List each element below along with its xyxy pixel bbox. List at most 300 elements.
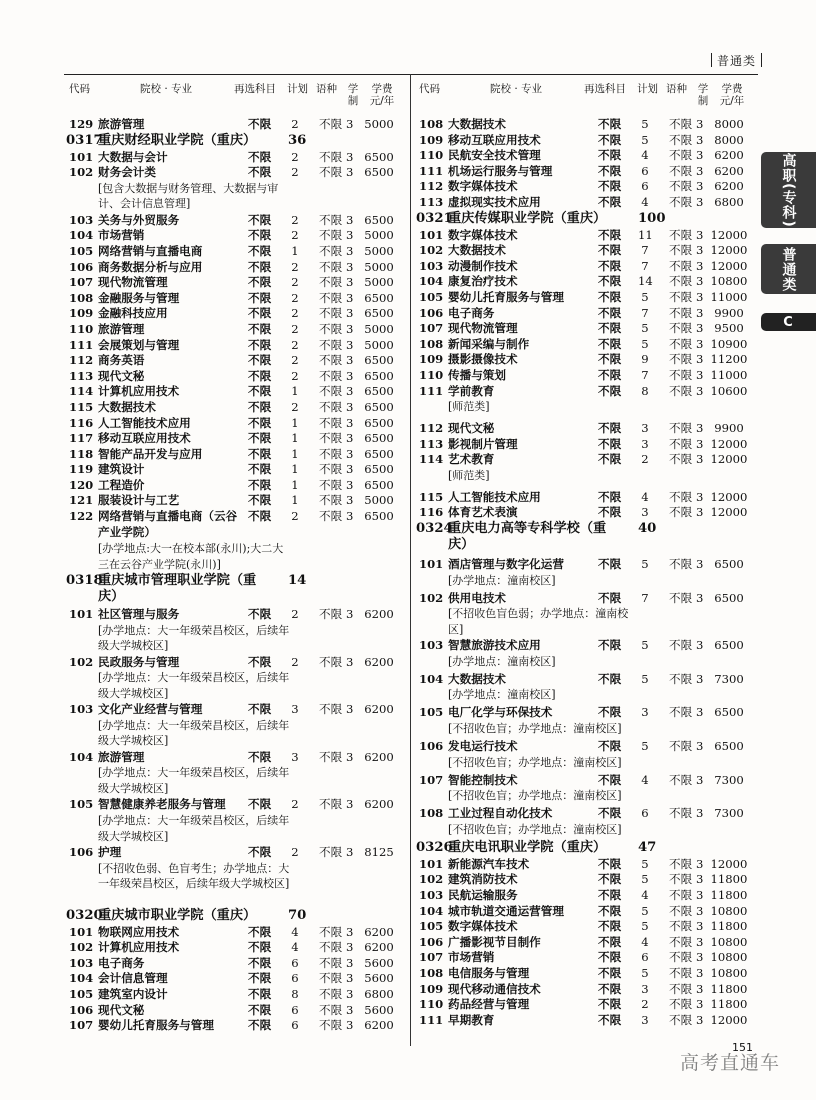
program-years: 3 — [696, 856, 704, 871]
program-subject: 不限 — [248, 165, 272, 180]
program-plan: 6 — [641, 806, 649, 821]
program-name: 金融服务与管理 — [98, 290, 180, 305]
program-lang: 不限 — [669, 367, 693, 382]
program-subject: 不限 — [598, 305, 622, 320]
program-code: 110 — [419, 148, 444, 163]
program-row — [416, 982, 752, 998]
header-fee: 学费 元/年 — [719, 83, 745, 108]
program-fee: 6500 — [714, 590, 744, 605]
program-years: 3 — [346, 1018, 354, 1033]
program-code: 108 — [419, 336, 444, 351]
program-years: 3 — [346, 477, 354, 492]
program-plan: 6 — [291, 971, 299, 986]
school-row — [416, 211, 752, 228]
program-lang: 不限 — [319, 702, 343, 717]
program-fee: 11800 — [710, 981, 748, 996]
program-row — [66, 338, 402, 354]
program-fee: 12000 — [710, 1012, 748, 1027]
program-row — [66, 493, 402, 509]
side-tab-letter[interactable] — [761, 313, 816, 331]
program-subject: 不限 — [248, 477, 272, 492]
program-lang: 不限 — [319, 321, 343, 336]
program-name: 康复治疗技术 — [448, 274, 518, 289]
program-subject: 不限 — [248, 509, 272, 524]
program-name: 物联网应用技术 — [98, 924, 180, 939]
program-fee: 10800 — [710, 934, 748, 949]
program-plan: 5 — [641, 557, 649, 572]
program-lang: 不限 — [319, 1018, 343, 1033]
program-years: 3 — [696, 421, 704, 436]
program-name: 智能控制技术 — [448, 772, 518, 787]
program-fee: 10800 — [710, 950, 748, 965]
program-code: 107 — [69, 275, 94, 290]
program-name: 旅游管理 — [98, 117, 145, 131]
program-lang: 不限 — [319, 275, 343, 290]
program-code: 109 — [419, 352, 444, 367]
program-name: 网络营销与直播电商（云谷产业学院） — [98, 509, 238, 539]
program-code: 104 — [69, 749, 94, 764]
program-years: 3 — [346, 228, 354, 243]
school-code: 0317 — [66, 132, 103, 148]
program-plan: 3 — [641, 1012, 649, 1027]
program-name: 人工智能技术应用 — [448, 489, 541, 504]
program-fee: 10600 — [710, 383, 748, 398]
program-row — [66, 260, 402, 276]
program-years: 3 — [346, 337, 354, 352]
program-row — [66, 1003, 402, 1019]
program-years: 3 — [346, 117, 354, 131]
program-lang: 不限 — [669, 258, 693, 273]
program-code: 102 — [419, 590, 444, 605]
program-code: 118 — [69, 446, 94, 461]
program-code: 107 — [69, 1018, 94, 1033]
program-subject: 不限 — [598, 132, 622, 147]
program-plan: 3 — [641, 505, 649, 520]
program-code: 103 — [69, 702, 94, 717]
program-fee: 5000 — [364, 117, 394, 131]
program-plan: 2 — [291, 228, 299, 243]
program-name: 数字媒体技术 — [448, 227, 518, 242]
note-text: [办学地点：潼南校区] — [448, 654, 556, 668]
program-years: 3 — [696, 452, 704, 467]
side-tab-putong[interactable] — [761, 244, 816, 294]
program-code: 119 — [69, 462, 94, 477]
program-code: 105 — [69, 243, 94, 258]
program-subject: 不限 — [248, 1002, 272, 1017]
program-years: 3 — [696, 950, 704, 965]
program-lang: 不限 — [669, 1012, 693, 1027]
left-table-body — [66, 117, 402, 1034]
program-subject: 不限 — [248, 1018, 272, 1033]
program-name: 新闻采编与制作 — [448, 336, 530, 351]
program-row — [416, 935, 752, 951]
program-fee: 6500 — [364, 368, 394, 383]
program-subject: 不限 — [248, 493, 272, 508]
note-text: [包含大数据与财务管理、大数据与审计、会计信息管理] — [98, 181, 279, 211]
program-years: 3 — [346, 940, 354, 955]
program-plan: 5 — [641, 903, 649, 918]
school-name: 重庆电力高等专科学校（重庆） — [448, 521, 607, 553]
program-lang: 不限 — [319, 955, 343, 970]
note-text: [办学地点：大一年级荣昌校区，后续年级大学城校区] — [98, 623, 290, 653]
program-lang: 不限 — [669, 421, 693, 436]
program-plan: 2 — [291, 797, 299, 812]
program-subject: 不限 — [598, 739, 622, 754]
program-subject: 不限 — [248, 415, 272, 430]
program-lang: 不限 — [319, 399, 343, 414]
program-subject: 不限 — [248, 368, 272, 383]
program-row — [416, 437, 752, 453]
program-code: 106 — [69, 845, 94, 860]
program-fee: 6500 — [364, 165, 394, 180]
program-name: 现代文秘 — [448, 421, 495, 436]
program-subject: 不限 — [598, 671, 622, 686]
program-fee: 6200 — [714, 148, 744, 163]
program-name: 现代物流管理 — [448, 321, 518, 336]
program-fee: 6500 — [364, 384, 394, 399]
program-subject: 不限 — [598, 321, 622, 336]
program-fee: 12000 — [710, 505, 748, 520]
program-name: 智能产品开发与应用 — [98, 446, 203, 461]
program-subject: 不限 — [598, 934, 622, 949]
program-lang: 不限 — [669, 856, 693, 871]
program-lang: 不限 — [319, 368, 343, 383]
program-years: 3 — [696, 739, 704, 754]
note-text: [办学地点：潼南校区] — [448, 573, 556, 587]
program-plan: 1 — [291, 431, 299, 446]
program-plan: 7 — [641, 590, 649, 605]
program-subject: 不限 — [248, 353, 272, 368]
program-fee: 12000 — [710, 227, 748, 242]
program-years: 3 — [696, 772, 704, 787]
program-fee: 6500 — [714, 557, 744, 572]
program-lang: 不限 — [319, 987, 343, 1001]
header-code: 代码 — [419, 83, 440, 95]
program-code: 120 — [69, 477, 94, 492]
program-code: 114 — [69, 384, 94, 399]
program-name: 商务数据分析与应用 — [98, 259, 203, 274]
program-lang: 不限 — [669, 590, 693, 605]
program-name: 摄影摄像技术 — [448, 352, 518, 367]
program-code: 113 — [419, 436, 444, 451]
program-fee: 12000 — [710, 436, 748, 451]
program-years: 3 — [696, 194, 704, 209]
header-subject: 再选科目 — [234, 83, 276, 95]
note-row — [416, 755, 752, 773]
program-name: 建筑室内设计 — [98, 987, 168, 1001]
program-row — [66, 165, 402, 181]
program-row — [66, 416, 402, 432]
program-subject: 不限 — [248, 654, 272, 669]
program-code: 108 — [69, 290, 94, 305]
program-code: 116 — [419, 505, 444, 520]
school-code: 0320 — [66, 907, 103, 923]
program-lang: 不限 — [319, 940, 343, 955]
program-subject: 不限 — [248, 940, 272, 955]
program-plan: 2 — [291, 306, 299, 321]
program-name: 智慧旅游技术应用 — [448, 638, 541, 653]
program-lang: 不限 — [669, 739, 693, 754]
program-plan: 2 — [291, 368, 299, 383]
program-fee: 6500 — [364, 509, 394, 524]
program-lang: 不限 — [669, 243, 693, 258]
top-rule — [64, 74, 758, 75]
program-name: 工业过程自动化技术 — [448, 806, 553, 821]
program-fee: 6500 — [714, 739, 744, 754]
program-years: 3 — [346, 462, 354, 477]
program-name: 体育艺术表演 — [448, 505, 518, 520]
program-fee: 6500 — [364, 477, 394, 492]
program-code: 105 — [419, 705, 444, 720]
program-lang: 不限 — [319, 212, 343, 227]
program-plan: 7 — [641, 305, 649, 320]
program-years: 3 — [696, 872, 704, 887]
program-lang: 不限 — [669, 919, 693, 934]
school-plan: 14 — [288, 573, 307, 589]
program-years: 3 — [696, 505, 704, 520]
program-code: 110 — [419, 997, 444, 1012]
note-row — [66, 813, 402, 845]
program-name: 民航运输服务 — [448, 888, 518, 902]
program-fee: 11000 — [710, 289, 748, 304]
program-subject: 不限 — [248, 971, 272, 986]
program-name: 大数据与会计 — [98, 149, 168, 164]
program-name: 移动互联应用技术 — [98, 431, 191, 446]
program-subject: 不限 — [598, 950, 622, 965]
program-lang: 不限 — [319, 259, 343, 274]
program-row — [416, 321, 752, 337]
program-name: 关务与外贸服务 — [98, 212, 180, 227]
program-plan: 6 — [291, 955, 299, 970]
program-lang: 不限 — [669, 903, 693, 918]
program-name: 供用电技术 — [448, 590, 506, 605]
program-plan: 5 — [641, 117, 649, 131]
school-row — [66, 908, 402, 925]
program-code: 103 — [69, 212, 94, 227]
program-lang: 不限 — [669, 274, 693, 289]
program-name: 建筑消防技术 — [448, 872, 518, 887]
program-row — [66, 478, 402, 494]
header-subject: 再选科目 — [584, 83, 626, 95]
note-row — [66, 623, 402, 655]
program-row — [416, 148, 752, 164]
note-text: [办学地点：大一年级荣昌校区，后续年级大学城校区] — [98, 766, 290, 796]
program-plan: 4 — [641, 148, 649, 163]
program-code: 112 — [419, 421, 444, 436]
program-fee: 6500 — [364, 149, 394, 164]
program-row — [66, 353, 402, 369]
program-years: 3 — [696, 243, 704, 258]
program-years: 3 — [346, 845, 354, 860]
program-plan: 1 — [291, 493, 299, 508]
program-years: 3 — [696, 117, 704, 131]
program-years: 3 — [696, 305, 704, 320]
program-years: 3 — [346, 149, 354, 164]
program-fee: 6500 — [364, 212, 394, 227]
program-code: 105 — [419, 289, 444, 304]
program-plan: 14 — [638, 274, 653, 289]
program-years: 3 — [696, 919, 704, 934]
program-fee: 5000 — [364, 259, 394, 274]
program-code: 106 — [69, 259, 94, 274]
program-years: 3 — [696, 289, 704, 304]
program-plan: 2 — [641, 452, 649, 467]
program-row — [416, 290, 752, 306]
program-years: 3 — [696, 321, 704, 336]
program-code: 113 — [69, 368, 94, 383]
program-row — [416, 806, 752, 822]
program-fee: 11000 — [710, 367, 748, 382]
program-years: 3 — [696, 997, 704, 1012]
program-subject: 不限 — [248, 212, 272, 227]
program-subject: 不限 — [598, 981, 622, 996]
program-row — [416, 352, 752, 368]
program-fee: 7300 — [714, 671, 744, 686]
program-lang: 不限 — [669, 383, 693, 398]
program-lang: 不限 — [319, 290, 343, 305]
program-row — [416, 452, 752, 468]
table-header — [66, 79, 402, 117]
program-lang: 不限 — [669, 321, 693, 336]
side-tab-gaozhi[interactable] — [761, 152, 816, 228]
program-name: 社区管理与服务 — [98, 607, 180, 622]
school-code: 0326 — [416, 839, 453, 855]
program-fee: 6200 — [364, 1018, 394, 1033]
program-lang: 不限 — [669, 179, 693, 194]
program-subject: 不限 — [598, 274, 622, 289]
program-fee: 5600 — [364, 971, 394, 986]
program-lang: 不限 — [669, 305, 693, 320]
program-code: 106 — [419, 739, 444, 754]
program-plan: 2 — [291, 845, 299, 860]
program-fee: 6200 — [714, 163, 744, 178]
school-row — [66, 573, 402, 607]
program-plan: 4 — [641, 194, 649, 209]
program-fee: 6500 — [364, 306, 394, 321]
program-years: 3 — [696, 638, 704, 653]
program-years: 3 — [696, 965, 704, 980]
program-code: 122 — [69, 509, 94, 524]
program-subject: 不限 — [248, 431, 272, 446]
program-row — [416, 259, 752, 275]
program-row — [66, 150, 402, 166]
program-years: 3 — [346, 384, 354, 399]
program-code: 115 — [69, 399, 94, 414]
program-plan: 5 — [641, 739, 649, 754]
program-name: 学前教育 — [448, 383, 495, 398]
program-subject: 不限 — [598, 557, 622, 572]
program-plan: 1 — [291, 243, 299, 258]
program-name: 智慧健康养老服务与管理 — [98, 797, 226, 812]
school-name: 重庆传媒职业学院（重庆） — [448, 210, 607, 226]
program-code: 114 — [419, 452, 444, 467]
program-plan: 2 — [291, 275, 299, 290]
program-years: 3 — [346, 306, 354, 321]
program-plan: 3 — [641, 705, 649, 720]
program-row — [66, 369, 402, 385]
program-row — [66, 322, 402, 338]
program-fee: 7300 — [714, 806, 744, 821]
program-row — [416, 557, 752, 573]
program-years: 3 — [696, 367, 704, 382]
program-subject: 不限 — [248, 987, 272, 1001]
program-code: 113 — [419, 194, 444, 209]
program-years: 3 — [346, 259, 354, 274]
program-fee: 10800 — [710, 274, 748, 289]
note-row — [66, 541, 402, 573]
program-subject: 不限 — [598, 243, 622, 258]
program-lang: 不限 — [319, 306, 343, 321]
program-code: 115 — [419, 489, 444, 504]
program-lang: 不限 — [669, 148, 693, 163]
program-plan: 3 — [641, 421, 649, 436]
program-lang: 不限 — [669, 934, 693, 949]
program-subject: 不限 — [598, 452, 622, 467]
program-subject: 不限 — [598, 367, 622, 382]
note-row — [416, 654, 752, 672]
program-fee: 6500 — [364, 399, 394, 414]
program-row — [416, 243, 752, 259]
program-years: 3 — [346, 290, 354, 305]
program-lang: 不限 — [669, 489, 693, 504]
program-code: 109 — [69, 306, 94, 321]
program-code: 111 — [419, 1012, 444, 1027]
program-plan: 5 — [641, 321, 649, 336]
program-name: 婴幼儿托育服务与管理 — [98, 1018, 214, 1033]
program-plan: 2 — [291, 654, 299, 669]
program-plan: 6 — [291, 1018, 299, 1033]
note-row — [66, 861, 402, 908]
program-name: 数字媒体技术 — [448, 179, 518, 194]
program-fee: 6500 — [364, 290, 394, 305]
program-lang: 不限 — [319, 509, 343, 524]
program-years: 3 — [346, 797, 354, 812]
program-subject: 不限 — [598, 117, 622, 131]
note-text: [不招收色盲；办学地点：潼南校区] — [448, 822, 622, 836]
program-name: 服装设计与工艺 — [98, 493, 180, 508]
program-subject: 不限 — [598, 258, 622, 273]
program-plan: 5 — [641, 638, 649, 653]
program-row — [416, 872, 752, 888]
program-plan: 4 — [641, 489, 649, 504]
school-name: 重庆电讯职业学院（重庆） — [448, 839, 607, 855]
program-fee: 6200 — [364, 749, 394, 764]
school-plan: 47 — [638, 839, 657, 855]
program-years: 3 — [696, 383, 704, 398]
program-years: 3 — [346, 1002, 354, 1017]
program-subject: 不限 — [248, 243, 272, 258]
program-row — [416, 490, 752, 506]
program-name: 电信服务与管理 — [448, 965, 530, 980]
school-row — [66, 133, 402, 150]
program-name: 电子商务 — [448, 305, 495, 320]
program-name: 金融科技应用 — [98, 306, 168, 321]
program-name: 民政服务与管理 — [98, 654, 180, 669]
program-fee: 6500 — [364, 446, 394, 461]
program-lang: 不限 — [319, 797, 343, 812]
note-text: [不招收色盲；办学地点：潼南校区] — [448, 722, 622, 736]
program-years: 3 — [346, 368, 354, 383]
program-row — [416, 164, 752, 180]
program-plan: 2 — [291, 321, 299, 336]
program-years: 3 — [696, 1012, 704, 1027]
program-code: 104 — [69, 228, 94, 243]
program-row — [66, 956, 402, 972]
header-lang: 语种 — [666, 83, 687, 95]
program-lang: 不限 — [319, 607, 343, 622]
program-subject: 不限 — [598, 163, 622, 178]
program-name: 动漫制作技术 — [448, 258, 518, 273]
